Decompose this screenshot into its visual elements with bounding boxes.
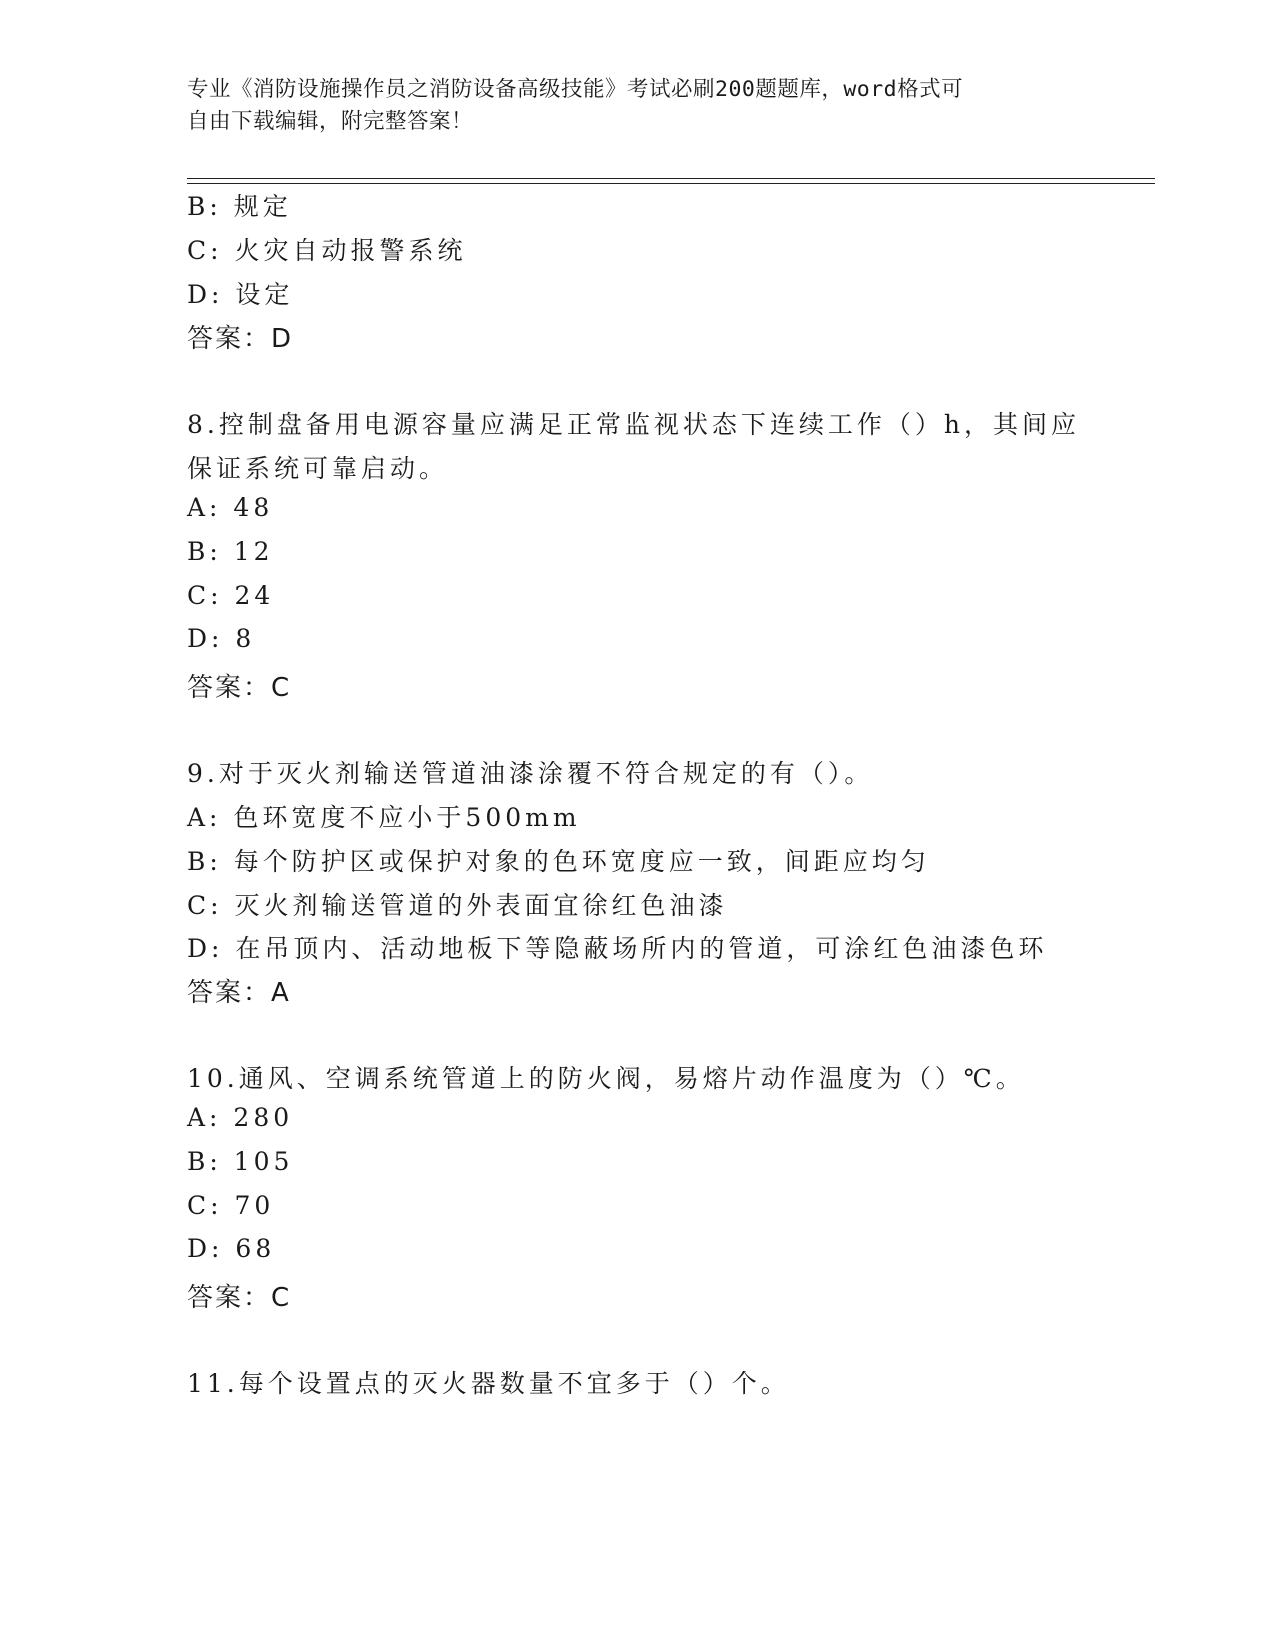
q9-stem: 9.对于灭火剂输送管道油漆涂覆不符合规定的有（）。 xyxy=(187,759,874,788)
header-line-1: 专业《消防设施操作员之消防设备高级技能》考试必刷200题题库，word格式可 xyxy=(187,77,964,102)
q9-option-b: B: 每个防护区或保护对象的色环宽度应一致，间距应均匀 xyxy=(187,847,930,876)
q11-stem: 11.每个设置点的灭火器数量不宜多于（）个。 xyxy=(187,1369,790,1398)
document-header xyxy=(187,74,1067,138)
q8-option-c: C: 24 xyxy=(187,581,275,610)
q7-option-d: D: 设定 xyxy=(187,280,294,309)
q10-option-b: B: 105 xyxy=(187,1147,294,1176)
q7-option-b: B: 规定 xyxy=(187,192,292,221)
q8-answer: 答案：C xyxy=(187,673,292,703)
q10-stem: 10.通风、空调系统管道上的防火阀，易熔片动作温度为（）℃。 xyxy=(187,1064,1025,1093)
q8-stem-line-2: 保证系统可靠启动。 xyxy=(187,454,449,483)
q10-answer: 答案：C xyxy=(187,1283,292,1313)
header-divider-top xyxy=(187,178,1155,179)
q8-option-b: B: 12 xyxy=(187,537,274,566)
q8-stem-line-1: 8.控制盘备用电源容量应满足正常监视状态下连续工作（）h，其间应 xyxy=(187,410,1080,439)
q9-option-a: A: 色环宽度不应小于500mm xyxy=(187,803,581,832)
q7-option-c: C: 火灾自动报警系统 xyxy=(187,236,467,265)
q9-option-c: C: 灭火剂输送管道的外表面宜徐红色油漆 xyxy=(187,891,728,920)
q10-option-c: C: 70 xyxy=(187,1191,275,1220)
q10-option-a: A: 280 xyxy=(187,1103,294,1132)
q9-option-d: D: 在吊顶内、活动地板下等隐蔽场所内的管道，可涂红色油漆色环 xyxy=(187,934,1048,963)
q9-answer: 答案：A xyxy=(187,978,291,1008)
q7-answer: 答案：D xyxy=(187,324,294,354)
header-divider-bottom xyxy=(187,183,1155,184)
q10-option-d: D: 68 xyxy=(187,1234,276,1263)
header-line-2: 自由下载编辑，附完整答案！ xyxy=(187,109,474,134)
q8-option-a: A: 48 xyxy=(187,493,274,522)
q8-option-d: D: 8 xyxy=(187,624,256,653)
